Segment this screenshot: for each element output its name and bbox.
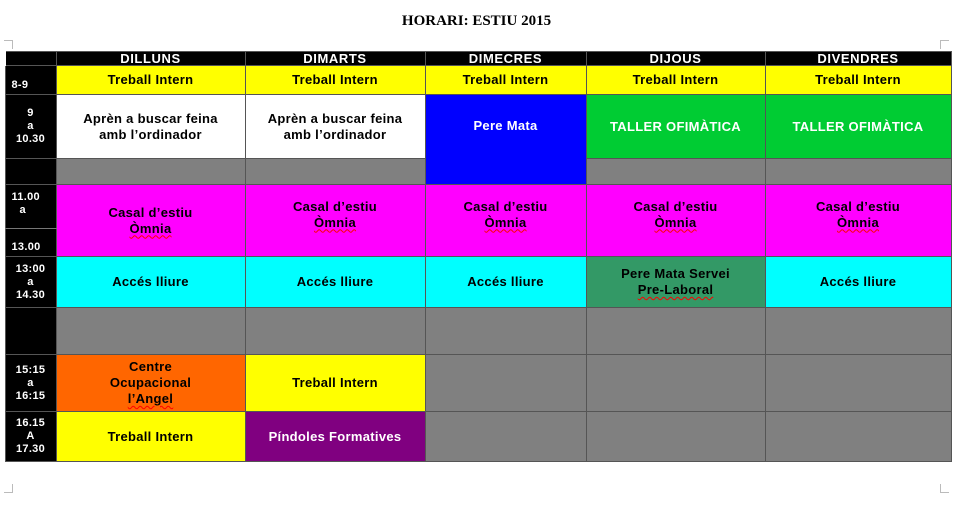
cell-thu-1615-1730 <box>586 412 765 462</box>
cell-mon-break-2 <box>56 308 245 355</box>
schedule-table <box>4 51 952 462</box>
cell-mon-1615-1730: Treball Intern <box>56 412 245 462</box>
cell-fri-8-9: Treball Intern <box>765 66 951 95</box>
row-1615-1730 <box>5 412 951 462</box>
cell-tue-9-1030: Aprèn a buscar feina amb l’ordinador <box>245 95 425 159</box>
row-1515-1615 <box>5 355 951 412</box>
cell-tue-break-2 <box>245 308 425 355</box>
cell-tue-break-1 <box>245 159 425 185</box>
time-13-1430: 13:00 a 14.30 <box>5 257 56 308</box>
cell-fri-break-2 <box>765 308 951 355</box>
header-day-friday: DIVENDRES <box>765 52 951 66</box>
cell-thu-9-1030: TALLER OFIMÀTICA <box>586 95 765 159</box>
cell-fri-11-13: Casal d’estiu Òmnia <box>765 185 951 257</box>
crop-mark-bottom-right <box>940 484 949 493</box>
row-11-a <box>5 185 951 229</box>
cell-fri-13-1430: Accés lliure <box>765 257 951 308</box>
cell-mon-break-1 <box>56 159 245 185</box>
cell-fri-1615-1730 <box>765 412 951 462</box>
crop-mark-top-left <box>4 40 13 49</box>
cell-wed-1615-1730 <box>425 412 586 462</box>
cell-tue-8-9: Treball Intern <box>245 66 425 95</box>
time-13: 13.00 <box>5 229 56 257</box>
time-break-1 <box>5 159 56 185</box>
cell-tue-1615-1730: Píndoles Formatives <box>245 412 425 462</box>
cell-mon-13-1430: Accés lliure <box>56 257 245 308</box>
cell-wed-11-13: Casal d’estiu Òmnia <box>425 185 586 257</box>
cell-thu-13-1430: Pere Mata Servei Pre-Laboral <box>586 257 765 308</box>
crop-mark-bottom-left <box>4 484 13 493</box>
crop-mark-top-right <box>940 40 949 49</box>
row-13-1430 <box>5 257 951 308</box>
time-1515-1615: 15:15 a 16:15 <box>5 355 56 412</box>
cell-mon-1515-1615: Centre Ocupacional l’Angel <box>56 355 245 412</box>
time-8-9: 8-9 <box>5 66 56 95</box>
row-9-1030 <box>5 95 951 159</box>
time-break-2 <box>5 308 56 355</box>
header-corner <box>5 52 56 66</box>
header-day-tuesday: DIMARTS <box>245 52 425 66</box>
cell-mon-9-1030: Aprèn a buscar feina amb l’ordinador <box>56 95 245 159</box>
row-8-9 <box>5 66 951 95</box>
cell-fri-break-1 <box>765 159 951 185</box>
cell-thu-break-2 <box>586 308 765 355</box>
cell-mon-11-13: Casal d’estiu Òmnia <box>56 185 245 257</box>
cell-tue-11-13: Casal d’estiu Òmnia <box>245 185 425 257</box>
time-1615-1730: 16.15 A 17.30 <box>5 412 56 462</box>
cell-thu-1515-1615 <box>586 355 765 412</box>
header-row <box>5 52 951 66</box>
cell-wed-9-1030: Pere Mata <box>425 95 586 185</box>
time-11-a: 11.00 a <box>5 185 56 229</box>
cell-fri-9-1030: TALLER OFIMÀTICA <box>765 95 951 159</box>
header-day-wednesday: DIMECRES <box>425 52 586 66</box>
cell-wed-8-9: Treball Intern <box>425 66 586 95</box>
row-break-2 <box>5 308 951 355</box>
cell-thu-break-1 <box>586 159 765 185</box>
cell-wed-break-2 <box>425 308 586 355</box>
cell-thu-11-13: Casal d’estiu Òmnia <box>586 185 765 257</box>
time-9-1030: 9 a 10.30 <box>5 95 56 159</box>
cell-tue-13-1430: Accés lliure <box>245 257 425 308</box>
cell-wed-13-1430: Accés lliure <box>425 257 586 308</box>
cell-thu-8-9: Treball Intern <box>586 66 765 95</box>
cell-fri-1515-1615 <box>765 355 951 412</box>
cell-mon-8-9: Treball Intern <box>56 66 245 95</box>
header-day-monday: DILLUNS <box>56 52 245 66</box>
header-day-thursday: DIJOUS <box>586 52 765 66</box>
page-title: HORARI: ESTIU 2015 <box>401 13 552 29</box>
cell-wed-1515-1615 <box>425 355 586 412</box>
cell-tue-1515-1615: Treball Intern <box>245 355 425 412</box>
